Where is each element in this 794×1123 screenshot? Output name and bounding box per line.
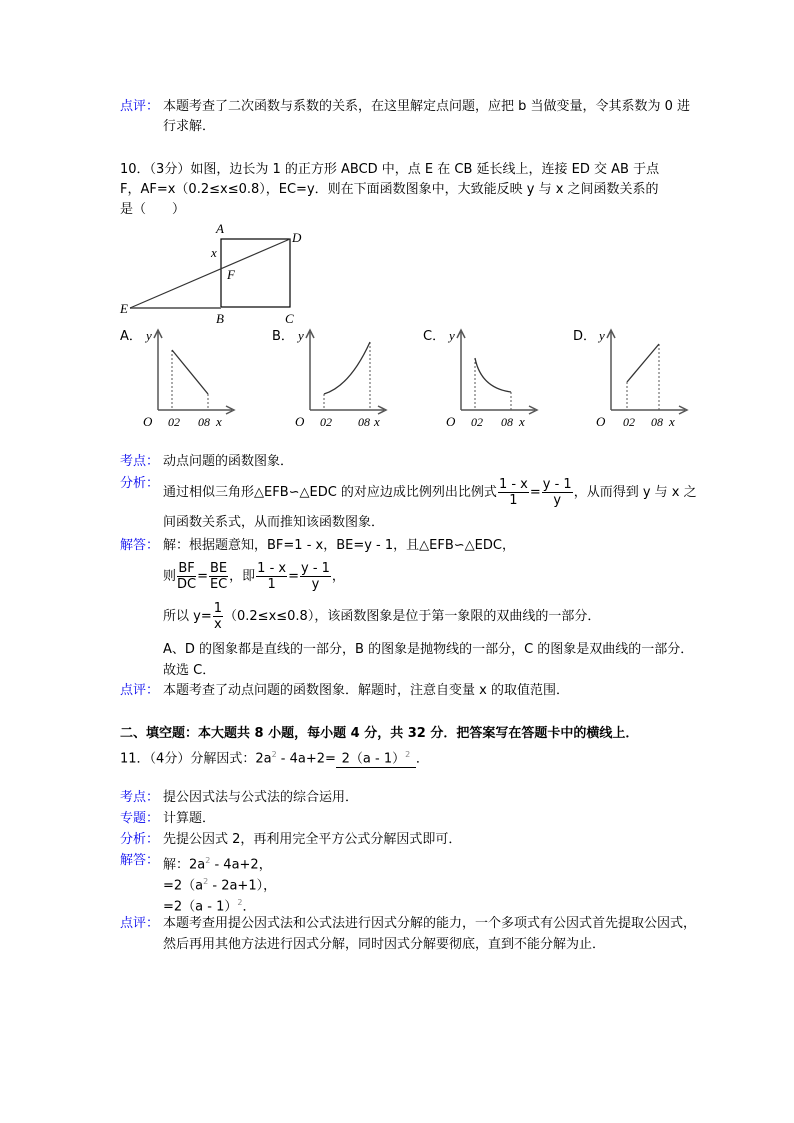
kaodian-text: 动点问题的函数图象．: [163, 454, 294, 469]
function-curve: [475, 358, 511, 392]
option-d-label: D．: [573, 329, 597, 344]
option-d-graph: [587, 326, 697, 431]
answer-blank: 2（a - 1）$^2$: [336, 747, 416, 768]
jieda-label: 解答：: [120, 538, 160, 553]
y-label: y: [449, 328, 455, 343]
fenxi-label: 分析：: [120, 832, 160, 847]
label-b: B: [216, 311, 224, 326]
jieda-text: 解：$2a^2 - 4a+2$，: [163, 856, 272, 873]
jieda-text: 故选 C．: [163, 663, 216, 678]
kaodian-label: 考点：: [120, 454, 160, 469]
dianping-text: 本题考查用提公因式法和公式法进行因式分解的能力，一个多项式有公因式首先提取公因式，: [163, 916, 697, 931]
option-b-label: B．: [272, 329, 294, 344]
zhuanti-text: 计算题．: [163, 811, 216, 826]
origin-label: O: [295, 414, 305, 429]
question-10-text: 10．（3分）如图，边长为 1 的正方形 ABCD 中，点 E 在 CB 延长线上，连接 ED 交 AB 于点: [120, 162, 660, 177]
jieda-text: $=2(a^2 - 2a+1)$，: [163, 877, 277, 894]
dianping-label: 点评：: [120, 916, 160, 931]
tick-08: 08: [198, 415, 210, 429]
label-c: C: [285, 311, 294, 326]
tick-08: 08: [358, 415, 370, 429]
x-label: x: [216, 414, 222, 429]
question-10-text: 是（ ）: [120, 202, 186, 217]
x-label: x: [374, 414, 380, 429]
dianping-label: 点评：: [120, 683, 160, 698]
dianping-text: 然后再用其他方法进行因式分解，同时因式分解要彻底，直到不能分解为止．: [163, 937, 606, 952]
zhuanti-label: 专题：: [120, 811, 160, 826]
label-f: F: [227, 267, 235, 282]
tick-02: 02: [320, 415, 332, 429]
label-a: A: [216, 221, 224, 236]
jieda-text: A、D 的图象都是直线的一部分，B 的图象是抛物线的一部分，C 的图象是双曲线的一部分．: [163, 642, 694, 657]
option-c-graph: [437, 326, 547, 431]
label-x: x: [211, 245, 217, 260]
comment-text: 行求解．: [163, 119, 216, 134]
tick-02: 02: [623, 415, 635, 429]
function-curve: [627, 344, 659, 382]
function-curve: [172, 350, 208, 394]
tick-08: 08: [651, 415, 663, 429]
function-curve: [324, 342, 370, 394]
kaodian-label: 考点：: [120, 790, 160, 805]
question-10-text: F，AF=x（0.2≤x≤0.8），EC=y．则在下面函数图象中，大致能反映 y 与 x 之间函数关系的: [120, 182, 659, 197]
x-label: x: [669, 414, 675, 429]
question-11-text: 11．（4分）分解因式：$2a^2 - 4a+2= 2(a - 1)^2$ ．: [120, 747, 429, 768]
fenxi-text: 通过相似三角形△EFB∽△EDC 的对应边成比例列出比例式 $\frac{1 - x}{1}$ = $\frac{y - 1}{y}$ ，从而得到 y 与 x 之: [163, 477, 697, 508]
tick-02: 02: [471, 415, 483, 429]
kaodian-text: 提公因式法与公式法的综合运用．: [163, 790, 359, 805]
option-a-label: A．: [120, 329, 142, 344]
option-c-label: C．: [423, 329, 446, 344]
label-e: E: [120, 301, 128, 316]
jieda-text: 所以 y= $\frac{1}{x}$ （0.2≤x≤0.8），该函数图象是位于第一象限的双曲线的一部分．: [163, 601, 601, 632]
comment-text: 本题考查了二次函数与系数的关系，在这里解定点问题，应把 b 当做变量，令其系数为 0 进: [163, 99, 691, 114]
y-label: y: [298, 328, 304, 343]
fenxi-label: 分析：: [120, 476, 160, 491]
fenxi-text: 先提公因式 2，再利用完全平方公式分解因式即可．: [163, 832, 462, 847]
origin-label: O: [596, 414, 606, 429]
tick-08: 08: [501, 415, 513, 429]
jieda-text: =2（a - 1）$^2$．: [163, 898, 256, 915]
y-label: y: [146, 328, 152, 343]
jieda-label: 解答：: [120, 853, 160, 868]
x-label: x: [519, 414, 525, 429]
fenxi-text: 间函数关系式，从而推知该函数图象．: [163, 515, 385, 530]
option-a-graph: [134, 326, 244, 431]
tick-02: 02: [168, 415, 180, 429]
comment-label: 点评：: [120, 99, 160, 114]
segment-ed: [130, 239, 290, 308]
section-heading: 二、填空题：本大题共 8 小题，每小题 4 分，共 32 分．把答案写在答题卡中的横线上．: [120, 726, 639, 741]
origin-label: O: [143, 414, 153, 429]
y-label: y: [599, 328, 605, 343]
jieda-text: 则 $\frac{BF}{DC}$ = $\frac{BE}{EC}$ ，即 $\frac{1 - x}{1}$ = $\frac{y - 1}{y}$ ，: [163, 561, 345, 592]
square-figure: [110, 220, 310, 330]
option-b-graph: [286, 326, 396, 431]
jieda-text: 解：根据题意知，BF=1 - x，BE=y - 1，且△EFB∽△EDC，: [163, 538, 515, 553]
dianping-text: 本题考查了动点问题的函数图象．解题时，注意自变量 x 的取值范围．: [163, 683, 569, 698]
label-d: D: [292, 230, 302, 245]
origin-label: O: [446, 414, 456, 429]
